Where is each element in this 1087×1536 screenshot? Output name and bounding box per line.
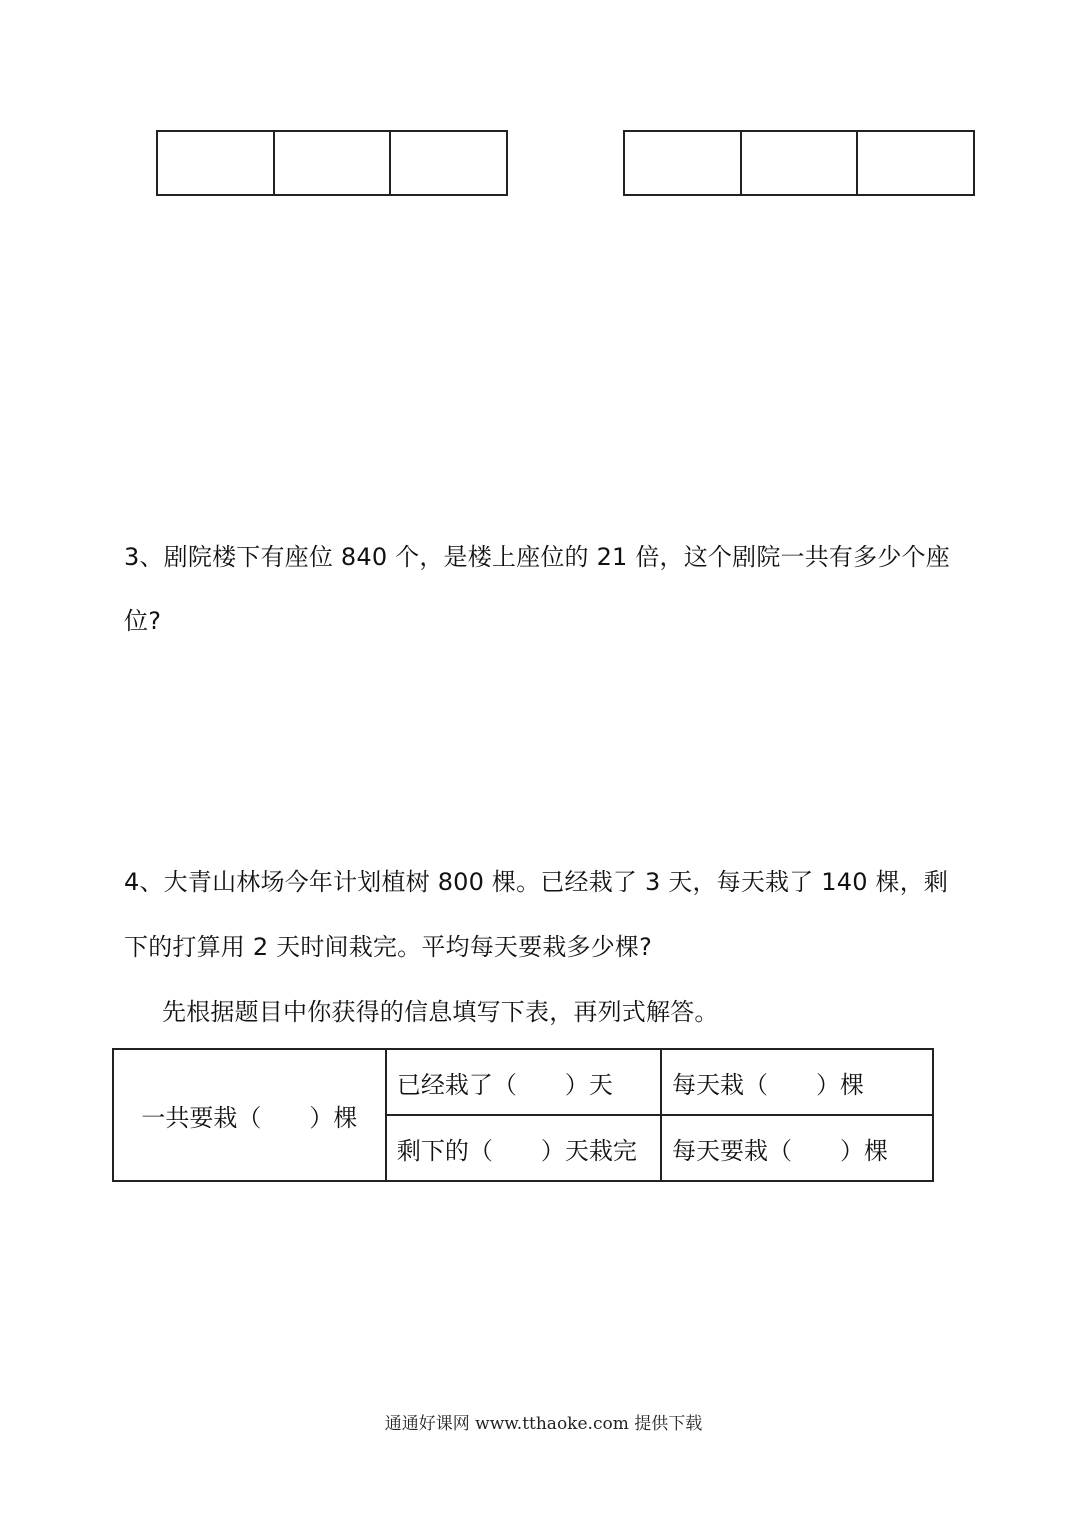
- info-table: [112, 1048, 934, 1182]
- question-3-text: 3、剧院楼下有座位 840 个，是楼上座位的 21 倍，这个剧院一共有多少个座: [124, 543, 950, 571]
- question-3-text-continued: 位?: [124, 607, 162, 635]
- answer-boxes-left: [156, 130, 508, 196]
- answer-boxes-right: [623, 130, 975, 196]
- table-cell-per-day-needed[interactable]: 每天要栽（ ）棵: [661, 1115, 933, 1181]
- question-4-text: 4、大青山林场今年计划植树 800 棵。已经栽了 3 天，每天栽了 140 棵，剩: [124, 868, 949, 896]
- answer-box[interactable]: [742, 132, 859, 194]
- answer-box[interactable]: [625, 132, 742, 194]
- answer-box[interactable]: [275, 132, 392, 194]
- table-cell-per-day[interactable]: 每天栽（ ）棵: [661, 1049, 933, 1115]
- question-4-instruction: 先根据题目中你获得的信息填写下表，再列式解答。: [162, 998, 719, 1026]
- table-cell-remaining-days[interactable]: 剩下的（ ）天栽完: [386, 1115, 661, 1181]
- question-4-text-continued: 下的打算用 2 天时间栽完。平均每天要栽多少棵?: [124, 933, 653, 961]
- table-cell-total[interactable]: 一共要栽（ ）棵: [113, 1049, 386, 1181]
- answer-box[interactable]: [391, 132, 506, 194]
- page-footer: 通通好课网 www.tthaoke.com 提供下载: [384, 1414, 703, 1434]
- table-cell-planted-days[interactable]: 已经栽了（ ）天: [386, 1049, 661, 1115]
- answer-box[interactable]: [158, 132, 275, 194]
- answer-box[interactable]: [858, 132, 973, 194]
